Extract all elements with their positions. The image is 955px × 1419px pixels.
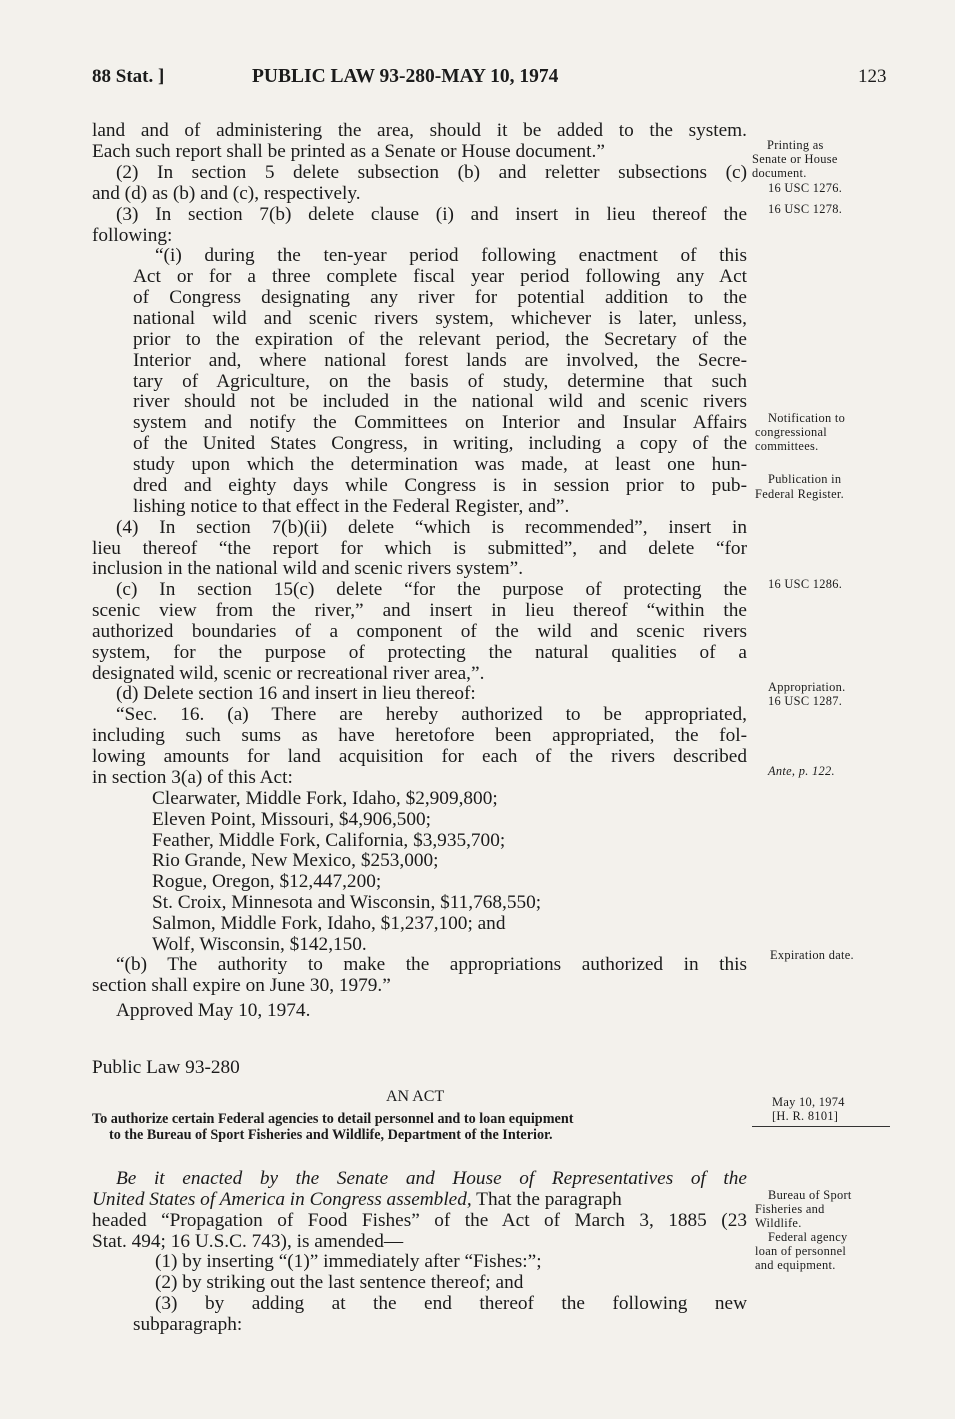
body-line: (c) In section 15(c) delete “for the purpose of protecting the [116, 579, 747, 600]
body-line: (d) Delete section 16 and insert in lieu thereof: [116, 683, 476, 704]
quote-line: tary of Agriculture, on the basis of study, determine that such [133, 371, 747, 392]
margin-note: Notification to [768, 411, 846, 425]
appropriation-item: Clearwater, Middle Fork, Idaho, $2,909,800; [152, 788, 498, 809]
body-line: headed “Propagation of Food Fishes” of the Act of March 3, 1885 (23 [92, 1210, 747, 1231]
margin-note: Wildlife. [755, 1216, 802, 1230]
body-line: authorized boundaries of a component of the wild and scenic rivers [92, 621, 747, 642]
act-purpose: To authorize certain Federal agencies to detail personnel and to loan equipment [92, 1111, 574, 1127]
margin-note: Printing as [767, 138, 824, 152]
margin-note: Appropriation. [768, 680, 846, 694]
body-line: “(b) The authority to make the appropriations authorized in this [116, 954, 747, 975]
margin-note: congressional [755, 425, 828, 439]
body-line: (2) In section 5 delete subsection (b) and reletter subsections (c) [116, 162, 747, 183]
body-line: lieu thereof “the report for which is submitted”, and delete “for [92, 538, 747, 559]
appropriation-item: Rio Grande, New Mexico, $253,000; [152, 850, 439, 871]
body-line: “Sec. 16. (a) There are hereby authorized to be appropriated, [116, 704, 747, 725]
margin-note: document. [752, 166, 807, 180]
body-line: inclusion in the national wild and scenic rivers system”. [92, 558, 524, 579]
margin-note: Fisheries and [755, 1202, 825, 1216]
margin-rule [752, 1126, 890, 1127]
body-line: scenic view from the river,” and insert in lieu thereof “within the [92, 600, 747, 621]
margin-bill: [H. R. 8101] [772, 1109, 839, 1123]
margin-note: Expiration date. [770, 948, 854, 962]
page-number: 123 [858, 66, 887, 87]
margin-note: Federal agency [768, 1230, 848, 1244]
appropriation-item: Feather, Middle Fork, California, $3,935,700; [152, 830, 506, 851]
margin-note: and equipment. [755, 1258, 836, 1272]
margin-note: committees. [755, 439, 819, 453]
page-title: PUBLIC LAW 93-280-MAY 10, 1974 [252, 66, 559, 87]
appropriation-item: Rogue, Oregon, $12,447,200; [152, 871, 382, 892]
enacting-clause-rest: That the paragraph [471, 1189, 622, 1210]
body-line: land and of administering the area, should it be added to the system. [92, 120, 747, 141]
quote-line: dred and eighty days while Congress is in session prior to pub- [133, 475, 747, 496]
body-line: Stat. 494; 16 U.S.C. 743), is amended— [92, 1231, 404, 1252]
body-line: including such sums as have heretofore been appropriated, the fol- [92, 725, 747, 746]
enacting-clause [92, 1189, 747, 1210]
public-law-label: Public Law 93-280 [92, 1057, 240, 1078]
quote-line: Act or for a three complete fiscal year period following any Act [133, 266, 747, 287]
quote-line: “(i) during the ten-year period following enactment of this [155, 245, 747, 266]
quote-line: of Congress designating any river for potential addition to the [133, 287, 747, 308]
body-line: section shall expire on June 30, 1979.” [92, 975, 391, 996]
appropriation-item: Salmon, Middle Fork, Idaho, $1,237,100; and [152, 913, 506, 934]
quote-line: lishing notice to that effect in the Federal Register, and”. [133, 496, 570, 517]
amendment-item: (3) by adding at the end thereof the following new [155, 1293, 747, 1314]
margin-note: Bureau of Sport [768, 1188, 852, 1202]
body-line: following: [92, 225, 173, 246]
act-heading: AN ACT [386, 1088, 445, 1105]
act-purpose: to the Bureau of Sport Fisheries and Wildlife, Department of the Interior. [109, 1127, 553, 1143]
body-line: subparagraph: [133, 1314, 243, 1335]
margin-date: May 10, 1974 [772, 1095, 845, 1109]
margin-note: 16 USC 1287. [768, 694, 843, 708]
margin-note: Publication in [768, 472, 842, 486]
approval-line: Approved May 10, 1974. [116, 1000, 311, 1021]
body-line: in section 3(a) of this Act: [92, 767, 293, 788]
quote-line: study upon which the determination was made, at least one hun- [133, 454, 747, 475]
margin-note: Ante, p. 122. [768, 764, 835, 778]
quote-line: Interior and, where national forest lands are involved, the Secre- [133, 350, 747, 371]
body-line: (4) In section 7(b)(ii) delete “which is recommended”, insert in [116, 517, 747, 538]
quote-line: prior to the expiration of the relevant period, the Secretary of the [133, 329, 747, 350]
appropriation-item: Wolf, Wisconsin, $142,150. [152, 934, 367, 955]
margin-note: 16 USC 1286. [768, 577, 843, 591]
body-line: Each such report shall be printed as a Senate or House document.” [92, 141, 605, 162]
quote-line: of the United States Congress, in writing, including a copy of the [133, 433, 747, 454]
amendment-item: (1) by inserting “(1)” immediately after “Fishes:”; [155, 1251, 542, 1272]
appropriation-item: St. Croix, Minnesota and Wisconsin, $11,768,550; [152, 892, 542, 913]
amendment-item: (2) by striking out the last sentence thereof; and [155, 1272, 524, 1293]
margin-note: loan of personnel [755, 1244, 847, 1258]
body-line: and (d) as (b) and (c), respectively. [92, 183, 361, 204]
body-line: (3) In section 7(b) delete clause (i) and insert in lieu thereof the [116, 204, 747, 225]
appropriation-item: Eleven Point, Missouri, $4,906,500; [152, 809, 432, 830]
body-line: designated wild, scenic or recreational river area,”. [92, 663, 485, 684]
body-line: system, for the purpose of protecting the natural qualities of a [92, 642, 747, 663]
body-line: lowing amounts for land acquisition for each of the rivers described [92, 746, 747, 767]
quote-line: national wild and scenic rivers system, whichever is later, unless, [133, 308, 747, 329]
margin-note: Federal Register. [755, 487, 845, 501]
margin-note: 16 USC 1278. [768, 202, 843, 216]
quote-line: system and notify the Committees on Interior and Insular Affairs [133, 412, 747, 433]
margin-note: 16 USC 1276. [768, 181, 843, 195]
margin-note: Senate or House [752, 152, 838, 166]
quote-line: river should not be included in the national wild and scenic rivers [133, 391, 747, 412]
enacting-clause-italic: United States of America in Congress assembled, [92, 1189, 472, 1210]
enacting-clause: Be it enacted by the Senate and House of Representatives of the [116, 1168, 747, 1189]
stat-reference: 88 Stat. ] [92, 66, 165, 87]
